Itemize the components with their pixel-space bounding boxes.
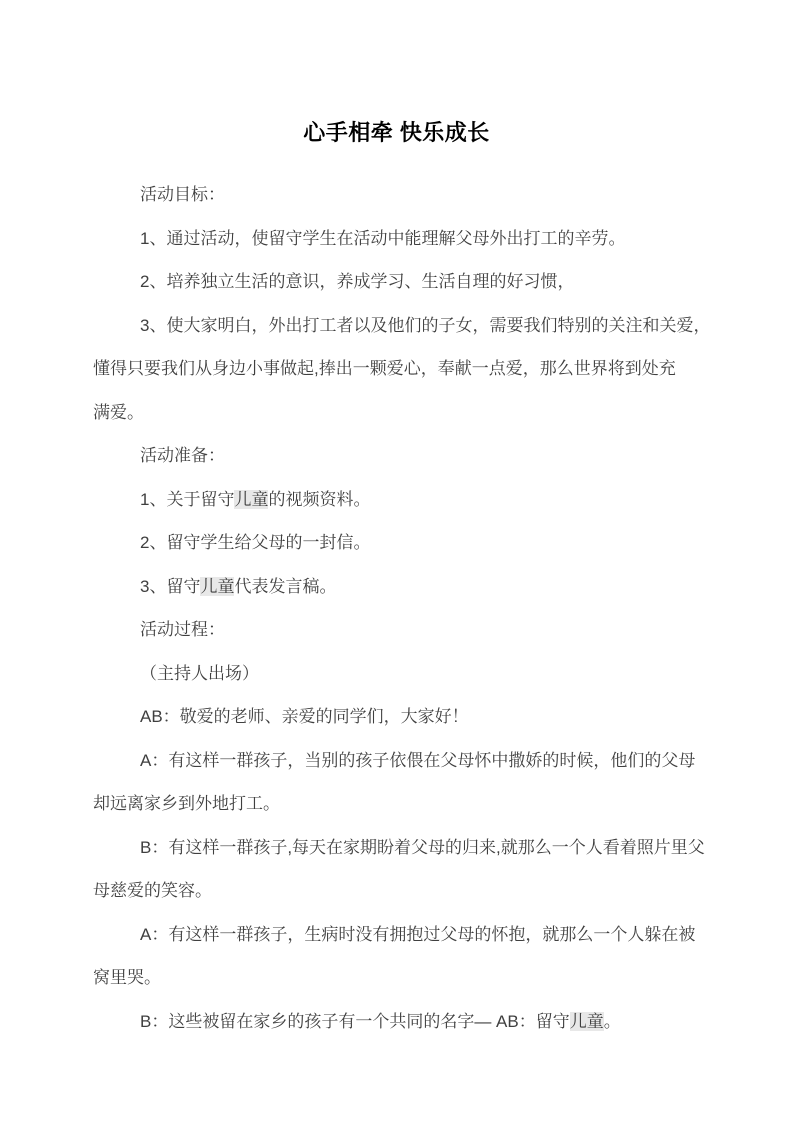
highlighted-term: 儿童 — [200, 576, 235, 596]
doc-line: （主持人出场） — [140, 663, 259, 683]
doc-line: A：有这样一群孩子，生病时没有拥抱过父母的怀抱，就那么一个人躲在被 — [140, 924, 696, 944]
doc-line: 活动准备： — [140, 446, 225, 465]
document-body — [0, 173, 793, 1043]
doc-line: 1、通过活动，使留守学生在活动中能理解父母外出打工的辛劳。 — [140, 228, 626, 248]
doc-line: 活动过程： — [140, 620, 225, 639]
doc-line: 懂得只要我们从身边小事做起,捧出一颗爱心，奉献一点爱，那么世界将到处充 — [93, 359, 676, 378]
document-title: 心手相牵 快乐成长 — [303, 120, 490, 145]
doc-line: B：有这样一群孩子,每天在家期盼着父母的归来,就那么一个人看着照片里父 — [140, 837, 705, 857]
highlighted-term: 儿童 — [569, 1011, 604, 1031]
doc-line: 3、使大家明白，外出打工者以及他们的子女，需要我们特别的关注和关爱， — [140, 315, 711, 335]
doc-line: A：有这样一群孩子，当别的孩子依偎在父母怀中撒娇的时候，他们的父母 — [140, 750, 696, 770]
doc-line: 母慈爱的笑容。 — [93, 881, 212, 900]
doc-line: 却远离家乡到外地打工。 — [93, 794, 280, 813]
doc-line: 2、培养独立生活的意识，养成学习、生活自理的好习惯， — [140, 272, 575, 291]
highlighted-term: 儿童 — [234, 489, 269, 509]
doc-line: 满爱。 — [93, 402, 144, 422]
doc-line: 1、关于留守儿童的视频资料。 — [140, 489, 371, 509]
doc-line: B：这些被留在家乡的孩子有一个共同的名字— AB：留守儿童。 — [140, 1011, 621, 1031]
doc-line: AB：敬爱的老师、亲爱的同学们，大家好！ — [140, 707, 469, 726]
doc-line: 3、留守儿童代表发言稿。 — [140, 576, 337, 596]
doc-line: 活动目标： — [140, 185, 225, 204]
doc-line: 窝里哭。 — [93, 968, 161, 987]
doc-line: 2、留守学生给父母的一封信。 — [140, 533, 371, 552]
